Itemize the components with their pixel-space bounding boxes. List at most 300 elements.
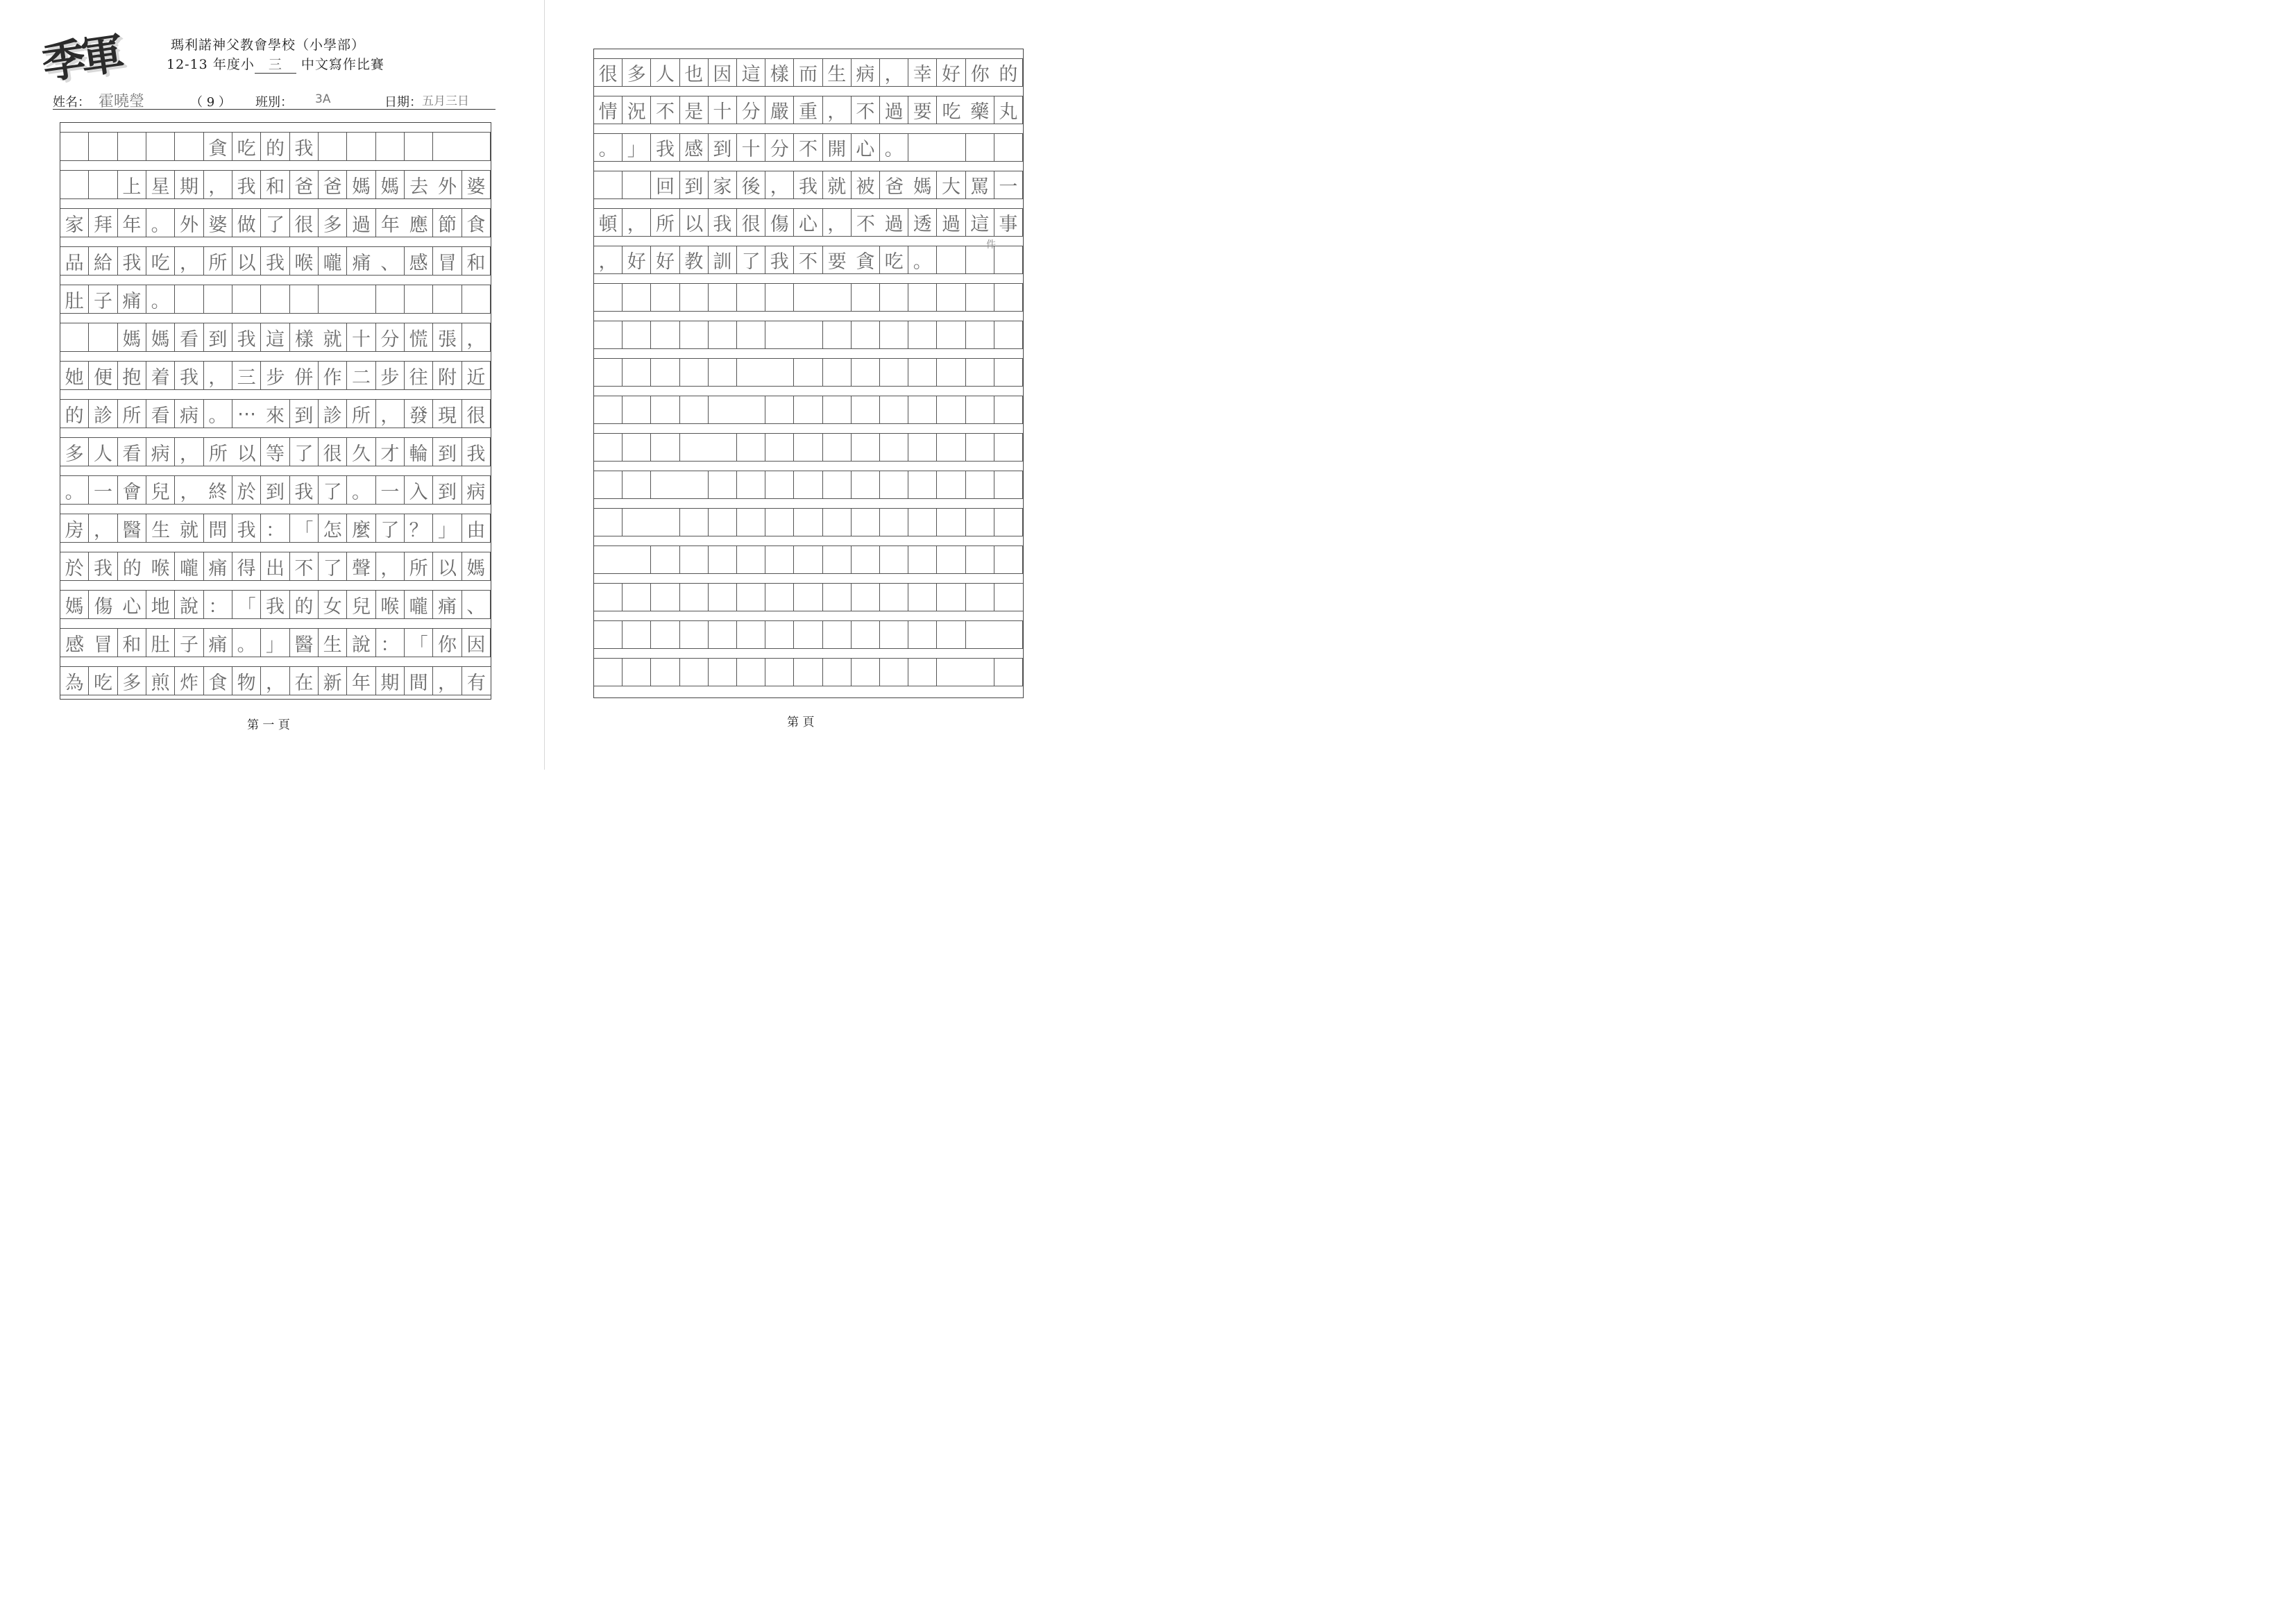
grid-cell: 是 [680, 96, 709, 124]
name-label: 姓名： [53, 95, 90, 110]
grid-cell [347, 133, 375, 161]
grid-cell: 得 [232, 552, 261, 581]
grid-cell: 婆 [204, 209, 232, 237]
page-number-2: 第 頁 [787, 716, 815, 729]
grid-cell: 診 [89, 400, 117, 428]
grid-cell: 嚨 [319, 247, 347, 276]
grid-cell: 會 [118, 476, 146, 505]
grid-cell [937, 546, 965, 574]
grid-cell [737, 509, 765, 536]
grid-cell [623, 434, 651, 462]
grid-cell: 痛 [347, 247, 375, 276]
grid-cell: ， [433, 667, 461, 695]
grid-cell [823, 659, 852, 686]
grid-cell: 輪 [405, 438, 433, 466]
grid-cell: 多 [60, 438, 89, 466]
grid-cell [737, 396, 765, 424]
grid-cell: 媽 [462, 552, 491, 581]
grid-cell: 了 [319, 552, 347, 581]
grid-cell: 一 [89, 476, 117, 505]
grid-cell [994, 584, 1023, 611]
grid-cell: 和 [118, 629, 146, 657]
grid-gap-row [60, 352, 491, 362]
grid-cell [937, 284, 965, 312]
grid-cell [594, 621, 623, 649]
grid-cell [880, 584, 908, 611]
grid-cell: 我 [261, 591, 289, 619]
class-value: 3A [315, 92, 331, 106]
grid-cell [405, 285, 433, 314]
grid-cell: 所 [405, 552, 433, 581]
grid-cell [994, 359, 1023, 387]
grid-cell: ， [823, 209, 852, 237]
student-info-row [53, 92, 496, 110]
grid-cell [594, 509, 623, 536]
grid-cell [594, 434, 623, 462]
grid-gap-row [594, 274, 1023, 284]
contest-title [167, 54, 384, 74]
grid-cell: 痛 [433, 591, 461, 619]
grid-cell: 過 [880, 96, 908, 124]
grid-cell: 我 [232, 323, 261, 352]
grid-cell [765, 659, 794, 686]
grid-cell: 我 [290, 476, 319, 505]
grid-cell: 媽 [60, 591, 89, 619]
grid-cell: 痛 [204, 552, 232, 581]
grid-cell [908, 659, 937, 686]
grid-cell [852, 284, 880, 312]
grid-cell: 有 [462, 667, 491, 695]
grid-gap-row [60, 466, 491, 476]
grid-cell [623, 396, 651, 424]
grid-cell [908, 546, 937, 574]
grid-cell: 很 [462, 400, 491, 428]
page-divider [544, 0, 545, 770]
grid-cell: 這 [966, 209, 994, 237]
grid-cell: 貪 [852, 246, 880, 274]
grid-cell [823, 359, 852, 387]
grid-cell [994, 396, 1023, 424]
grid-cell: 感 [405, 247, 433, 276]
grid-gap-row [60, 505, 491, 514]
grid-cell: 。 [880, 134, 908, 162]
grid-cell [651, 509, 679, 536]
grid-cell [908, 134, 937, 162]
date-value: 五月三日 [422, 94, 469, 108]
grid-cell [651, 546, 679, 574]
grid-cell [994, 246, 1023, 274]
grid-cell: 看 [118, 438, 146, 466]
grid-cell [623, 509, 651, 536]
grid-cell [937, 621, 965, 649]
grid-cell: 到 [290, 400, 319, 428]
grid-cell [966, 584, 994, 611]
grid-cell: 過 [880, 209, 908, 237]
grid-cell [737, 584, 765, 611]
grid-cell [680, 396, 709, 424]
grid-cell: 很 [290, 209, 319, 237]
grid-cell [823, 546, 852, 574]
grid-cell: 以 [232, 438, 261, 466]
grid-cell: 爸 [880, 171, 908, 199]
grid-cell [908, 621, 937, 649]
grid-cell: 就 [175, 514, 203, 543]
grid-cell: ， [462, 323, 491, 352]
grid-cell: 了 [737, 246, 765, 274]
grid-gap-row [60, 657, 491, 667]
grid-cell [937, 359, 965, 387]
grid-cell [794, 321, 822, 349]
grid-cell [623, 621, 651, 649]
grid-cell: 嚴 [765, 96, 794, 124]
grid-cell [852, 621, 880, 649]
grid-cell [709, 509, 737, 536]
grid-cell [89, 323, 117, 352]
grid-gap-row [60, 161, 491, 171]
grid-cell: 看 [175, 323, 203, 352]
grid-cell [737, 359, 765, 387]
grid-cell: 來 [261, 400, 289, 428]
grid-cell: 出 [261, 552, 289, 581]
grid-cell: 後 [737, 171, 765, 199]
grid-cell [794, 396, 822, 424]
grid-cell [623, 171, 651, 199]
grid-cell: ， [376, 400, 405, 428]
grid-cell: 節 [433, 209, 461, 237]
grid-cell: 冒 [433, 247, 461, 276]
grid-cell [794, 284, 822, 312]
grid-cell: 肚 [60, 285, 89, 314]
contest-prefix: 12-13 年度小 [167, 57, 255, 72]
grid-cell: 貪 [204, 133, 232, 161]
grid-cell [737, 434, 765, 462]
grid-cell: 為 [60, 667, 89, 695]
grid-cell [765, 621, 794, 649]
grid-cell [709, 396, 737, 424]
grid-cell: 的 [118, 552, 146, 581]
grid-cell [823, 471, 852, 499]
grid-cell [765, 396, 794, 424]
grid-cell: 往 [405, 362, 433, 390]
grid-cell: 炸 [175, 667, 203, 695]
grid-cell: 抱 [118, 362, 146, 390]
grid-cell: 透 [908, 209, 937, 237]
grid-gap-row [594, 649, 1023, 659]
grid-gap-row [60, 276, 491, 285]
grid-cell: 喉 [146, 552, 175, 581]
grid-cell: 着 [146, 362, 175, 390]
grid-cell: 所 [204, 438, 232, 466]
grid-cell: 就 [823, 171, 852, 199]
grid-cell: 張 [433, 323, 461, 352]
grid-cell [623, 659, 651, 686]
grid-cell: 要 [823, 246, 852, 274]
grid-gap-row [594, 536, 1023, 546]
grid-cell: 說 [175, 591, 203, 619]
grid-cell: 幸 [908, 59, 937, 87]
grid-cell [594, 584, 623, 611]
grid-cell [175, 285, 203, 314]
grid-cell [908, 434, 937, 462]
grid-cell: 你 [433, 629, 461, 657]
grid-gap-row [594, 124, 1023, 134]
grid-cell [709, 284, 737, 312]
grid-gap-row [60, 428, 491, 438]
grid-cell [623, 284, 651, 312]
grid-cell: 重 [794, 96, 822, 124]
grid-cell: 我 [290, 133, 319, 161]
class-label: 班別： [255, 95, 293, 110]
grid-cell: 十 [347, 323, 375, 352]
grid-cell: 到 [261, 476, 289, 505]
grid-cell: 不 [290, 552, 319, 581]
grid-cell [709, 321, 737, 349]
grid-cell [623, 471, 651, 499]
grid-cell [651, 359, 679, 387]
grid-cell: 。 [232, 629, 261, 657]
grid-cell: 不 [852, 96, 880, 124]
grid-cell: 慌 [405, 323, 433, 352]
grid-gap-row [594, 199, 1023, 209]
grid-cell: 吃 [89, 667, 117, 695]
grid-cell: 病 [175, 400, 203, 428]
grid-cell: 。 [347, 476, 375, 505]
grid-cell [937, 471, 965, 499]
grid-cell: 去 [405, 171, 433, 199]
grid-cell: 。 [60, 476, 89, 505]
grid-gap-row [594, 349, 1023, 359]
grid-gap-row [60, 390, 491, 400]
grid-cell: 好 [937, 59, 965, 87]
grid-cell: 我 [765, 246, 794, 274]
grid-cell [966, 509, 994, 536]
grid-cell: 上 [118, 171, 146, 199]
grid-cell [651, 396, 679, 424]
grid-cell: 吃 [232, 133, 261, 161]
grid-cell: 看 [146, 400, 175, 428]
grid-cell: 了 [319, 476, 347, 505]
grid-cell [765, 434, 794, 462]
grid-cell: 喉 [290, 247, 319, 276]
grid-cell: 步 [376, 362, 405, 390]
grid-cell [594, 546, 623, 574]
grid-cell [765, 546, 794, 574]
grid-cell: 」 [623, 134, 651, 162]
grid-cell [852, 546, 880, 574]
grid-cell: 新 [319, 667, 347, 695]
grid-cell [994, 471, 1023, 499]
grid-cell: 過 [347, 209, 375, 237]
grid-cell [175, 133, 203, 161]
grid-cell: 生 [823, 59, 852, 87]
grid-cell: 這 [261, 323, 289, 352]
grid-cell [994, 659, 1023, 686]
grid-cell: 冒 [89, 629, 117, 657]
grid-cell: 頓 [594, 209, 623, 237]
grid-cell: 吃 [937, 96, 965, 124]
grid-cell: 星 [146, 171, 175, 199]
grid-cell: 媽 [118, 323, 146, 352]
grid-cell: 外 [175, 209, 203, 237]
grid-cell [852, 434, 880, 462]
grid-cell: 拜 [89, 209, 117, 237]
grid-cell: 「 [405, 629, 433, 657]
grid-cell: 麼 [347, 514, 375, 543]
grid-cell: 「 [232, 591, 261, 619]
grid-cell: 爸 [290, 171, 319, 199]
grid-cell [966, 284, 994, 312]
grid-cell [937, 396, 965, 424]
grid-gap-row [60, 619, 491, 629]
grid-cell [908, 584, 937, 611]
grid-gap-row [60, 199, 491, 209]
grid-cell: 大 [937, 171, 965, 199]
grid-cell: 肚 [146, 629, 175, 657]
grid-cell: 的 [994, 59, 1023, 87]
grid-cell [966, 396, 994, 424]
grid-cell: 。 [594, 134, 623, 162]
grid-cell: 。 [204, 400, 232, 428]
grid-cell [737, 546, 765, 574]
grid-gap-row [60, 581, 491, 591]
grid-cell [319, 285, 347, 314]
correction-note: 件 [986, 239, 996, 251]
grid-cell [737, 284, 765, 312]
grid-cell [680, 471, 709, 499]
grid-cell: 痛 [204, 629, 232, 657]
grid-cell [680, 359, 709, 387]
grid-cell [937, 434, 965, 462]
grid-gap-row [594, 312, 1023, 321]
grid-cell: ， [261, 667, 289, 695]
grid-cell: 到 [709, 134, 737, 162]
grid-cell [737, 321, 765, 349]
grid-cell [651, 659, 679, 686]
grid-cell: 到 [204, 323, 232, 352]
grid-cell: 多 [319, 209, 347, 237]
grid-cell: 由 [462, 514, 491, 543]
grid-cell: 以 [232, 247, 261, 276]
grid-cell [651, 621, 679, 649]
grid-cell: 怎 [319, 514, 347, 543]
grid-cell [433, 285, 461, 314]
grid-cell: ， [204, 362, 232, 390]
grid-cell: ， [175, 247, 203, 276]
contest-suffix: 中文寫作比賽 [300, 57, 384, 72]
grid-cell [880, 396, 908, 424]
grid-gap-row [594, 424, 1023, 434]
grid-cell: 便 [89, 362, 117, 390]
grid-cell [966, 434, 994, 462]
grid-cell [60, 133, 89, 161]
grid-gap-row [594, 387, 1023, 396]
essay-grid-page-1 [60, 122, 491, 700]
grid-cell [765, 584, 794, 611]
grid-cell: ， [594, 246, 623, 274]
grid-cell: 和 [261, 171, 289, 199]
grid-cell [651, 471, 679, 499]
grid-cell: 煎 [146, 667, 175, 695]
grid-cell: 媽 [347, 171, 375, 199]
grid-cell [823, 434, 852, 462]
grid-cell: 地 [146, 591, 175, 619]
grid-cell: 我 [232, 171, 261, 199]
grid-cell [823, 509, 852, 536]
grid-cell [433, 133, 461, 161]
grid-cell [232, 285, 261, 314]
grid-cell [994, 621, 1023, 649]
grid-cell: 給 [89, 247, 117, 276]
grid-cell: 人 [651, 59, 679, 87]
grid-cell [937, 134, 965, 162]
grid-cell [880, 434, 908, 462]
grid-cell [765, 471, 794, 499]
grid-cell: 的 [60, 400, 89, 428]
grid-cell: 就 [319, 323, 347, 352]
grid-cell: 子 [89, 285, 117, 314]
grid-cell: 生 [319, 629, 347, 657]
grid-cell: 以 [680, 209, 709, 237]
grid-cell: 不 [852, 209, 880, 237]
grid-cell [994, 546, 1023, 574]
grid-cell: 她 [60, 362, 89, 390]
grid-cell [966, 659, 994, 686]
grid-cell: 很 [594, 59, 623, 87]
grid-cell: 不 [794, 134, 822, 162]
grid-cell [347, 285, 375, 314]
grid-cell: 傷 [765, 209, 794, 237]
grid-cell: ， [89, 514, 117, 543]
grid-cell: 女 [319, 591, 347, 619]
grid-cell: ， [823, 96, 852, 124]
grid-cell [290, 285, 319, 314]
grid-cell: 現 [433, 400, 461, 428]
grid-cell: 我 [232, 514, 261, 543]
grid-cell: 嚨 [175, 552, 203, 581]
essay-grid-page-2 [593, 49, 1024, 698]
grid-cell [908, 471, 937, 499]
grid-cell: 好 [651, 246, 679, 274]
grid-cell [908, 359, 937, 387]
grid-cell [680, 621, 709, 649]
grid-cell [376, 285, 405, 314]
grid-cell: 病 [852, 59, 880, 87]
grid-cell: 食 [204, 667, 232, 695]
grid-cell [937, 659, 965, 686]
grid-cell: 在 [290, 667, 319, 695]
grid-cell [823, 396, 852, 424]
grid-cell [823, 621, 852, 649]
grid-cell: 診 [319, 400, 347, 428]
grid-cell [966, 134, 994, 162]
grid-cell: 人 [89, 438, 117, 466]
grid-cell [765, 359, 794, 387]
grid-cell: 到 [433, 476, 461, 505]
grid-cell: ， [623, 209, 651, 237]
grid-cell: 情 [594, 96, 623, 124]
grid-cell: 我 [794, 171, 822, 199]
grid-cell [937, 509, 965, 536]
grid-cell [709, 546, 737, 574]
grid-cell [60, 323, 89, 352]
grid-cell: 喉 [376, 591, 405, 619]
grid-cell [594, 471, 623, 499]
grid-cell: 作 [319, 362, 347, 390]
grid-cell: ： [261, 514, 289, 543]
grid-cell [937, 584, 965, 611]
name-value: 霍曉瑩 [99, 93, 145, 110]
grid-cell: 發 [405, 400, 433, 428]
